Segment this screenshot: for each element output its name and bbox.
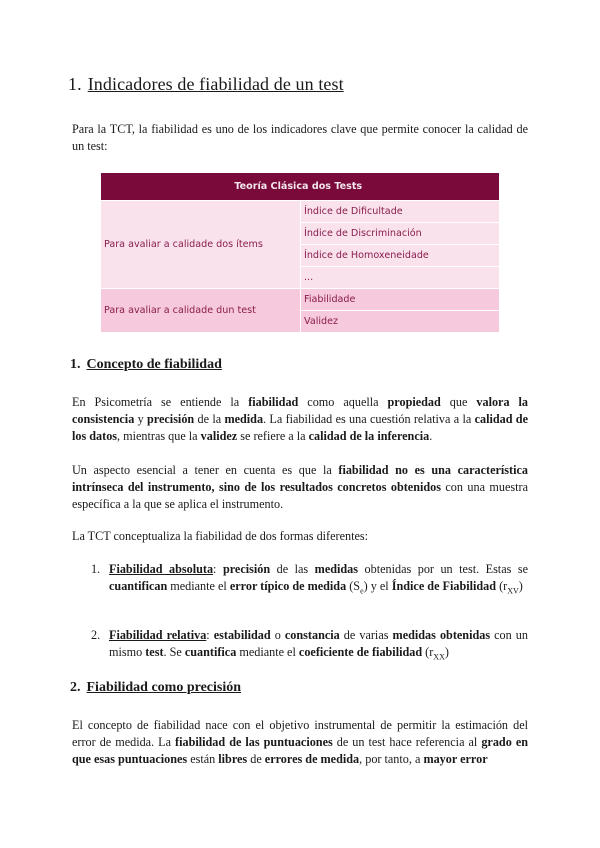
document-title	[68, 74, 344, 95]
section2-title: Fiabilidad como precisión	[86, 680, 242, 695]
paragraph-aspect: Un aspecto esencial a tener en cuenta es que la fiabilidad no es una característica intrínseca del instrumento, sino de los resultados concretos obtenidos con una muestra específica a la que se aplica el instrumento.	[72, 463, 528, 511]
row2-label: Para avaliar a calidade dun test	[101, 288, 301, 332]
paragraph-tct: La TCT conceptualiza la fiabilidad de dos formas diferentes:	[72, 529, 369, 543]
intro-paragraph: Para la TCT, la fiabilidad es uno de los indicadores clave que permite conocer la calidad de un test:	[72, 122, 528, 153]
section1-number: 1.	[70, 357, 81, 372]
title-text: Indicadores de fiabilidad de un test	[87, 74, 344, 94]
table-header: Teoría Clásica dos Tests	[234, 180, 363, 192]
list-marker: 1.	[91, 562, 101, 576]
section1-title: Concepto de fiabilidad	[86, 357, 222, 372]
row1-item: Índice de Discriminación	[301, 222, 500, 244]
title-number: 1.	[68, 74, 82, 94]
list-marker: 2.	[91, 628, 101, 642]
tct-table	[100, 173, 499, 332]
list-item: 1. Fiabilidad absoluta: precisión de las medidas obtenidas por un test. Estas se cuantifican mediante el error típico de medida $(S_e)$ y el Índice de Fiabilidad $(r_{XV})$	[91, 562, 528, 596]
row1-item: Índice de Homoxeneidade	[301, 244, 500, 266]
paragraph-concept: En Psicometría se entiende la fiabilidad como aquella propiedad que valora la consistencia y precisión de la medida. La fiabilidad es una cuestión relativa a la calidad de los datos, mientras que la validez se refiere a la calidad de la inferencia.	[72, 395, 529, 443]
section2-number: 2.	[70, 680, 81, 695]
row1-label: Para avaliar a calidade dos ítems	[101, 200, 301, 288]
paragraph-precision: El concepto de fiabilidad nace con el objetivo instrumental de permitir la estimación del error de medida. La fiabilidad de las puntuaciones de un test hace referencia al grado en que esas puntuaciones están libres de errores de medida, por tanto, a mayor error	[72, 718, 529, 766]
row2-item: Fiabilidade	[301, 288, 500, 310]
row2-item: Validez	[301, 310, 500, 332]
list-item: 2. Fiabilidad relativa: estabilidad o constancia de varias medidas obtenidas con un mismo test. Se cuantifica mediante el coeficiente de fiabilidad $(r_{XX})$	[91, 628, 528, 662]
row1-item: Índice de Dificultade	[301, 200, 500, 222]
section1-heading	[70, 357, 222, 373]
row1-item: ...	[301, 266, 500, 288]
section2-heading	[70, 680, 241, 696]
